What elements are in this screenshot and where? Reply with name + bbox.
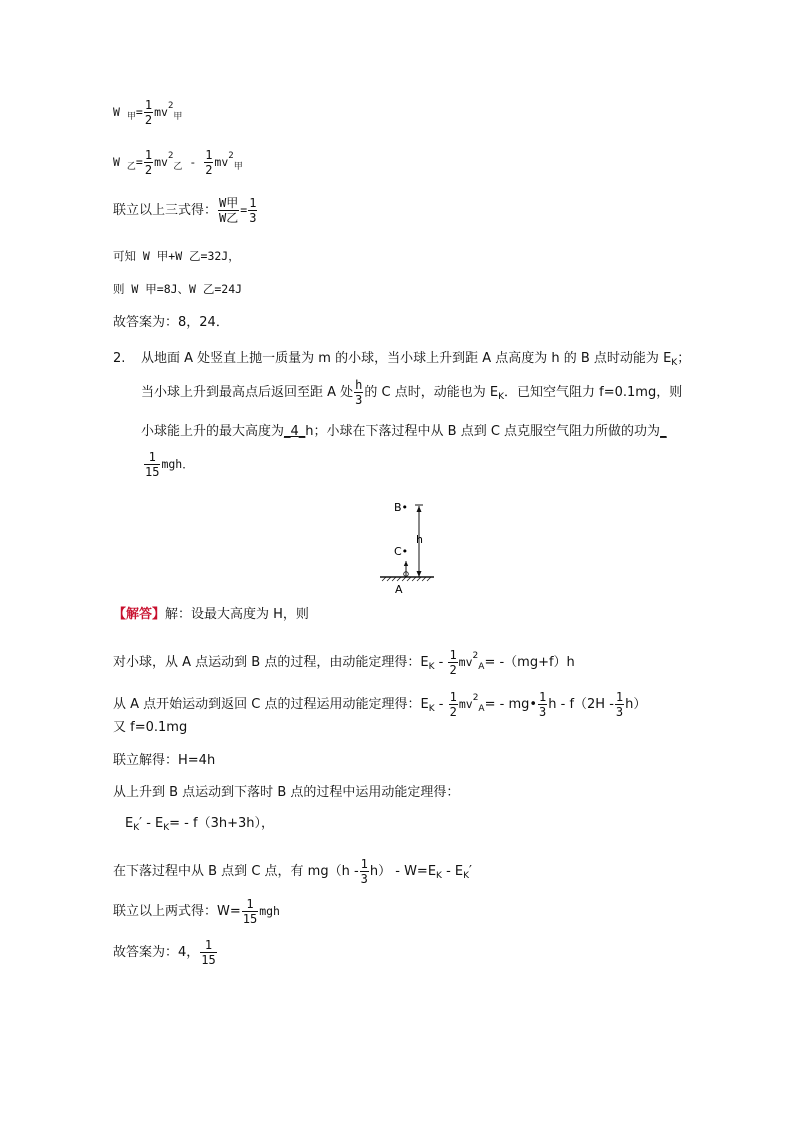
problem-line-4: $\frac{1}{15}$ mgh． bbox=[145, 450, 194, 479]
c-arrow-head bbox=[404, 561, 408, 566]
solution-intro: 【解答】解：设最大高度为 H，则 bbox=[113, 607, 309, 622]
solution-eq1: 对小球，从 A 点运动到 B 点的过程，由动能定理得：$E_K$ - $\frac{1}{2}$ $mv^2_A= -(mg+f)h$ bbox=[113, 648, 575, 677]
motion-diagram bbox=[378, 498, 438, 596]
label-a: A bbox=[395, 583, 403, 596]
solution-eq3: $E_K' - E_K= - f(3h+3h)$， bbox=[125, 816, 274, 833]
solution-eq5: 联立以上两式得：W= $\frac{1}{15}$ mgh bbox=[113, 897, 280, 926]
solution-eq2: 从 A 点开始运动到返回 C 点的过程运用动能定理得：$E_K$ - $\frac{1}{2}$ $mv^2_A=$ - mg• $\frac{1}{3}$ h - f（2H - $\frac{1}{3}$ h） bbox=[113, 690, 647, 719]
final-answer: 故答案为：4， $\frac{1}{15}$ bbox=[113, 938, 216, 967]
problem-number: 2. bbox=[113, 351, 126, 366]
problem-line-1: 从地面 A 处竖直上抛一质量为 m 的小球，当小球上升到距 A 点高度为 h 的 B 点时动能为 $E_K$； bbox=[141, 351, 691, 368]
h-arrow-bottom-head bbox=[417, 571, 422, 577]
label-b: B• bbox=[394, 501, 409, 514]
problem-line-2: 当小球上升到最高点后返回至距 A 处 $\frac{h}{3}$ 的 C 点时，动能也为 $E_K$．已知空气阻力 f=0.1mg，则 bbox=[141, 378, 683, 407]
label-h: h bbox=[416, 533, 423, 546]
combine-ratio-line: 联立以上三式得： $\frac{\text{W甲}}{\text{W乙}}$ = $\frac{1}{3}$ bbox=[113, 196, 257, 225]
values-line: 则 W 甲=8J、W 乙=24J bbox=[113, 282, 243, 296]
equation-w-jia: W $_甲$= $\frac{1}{2}$ $mv^2_甲$ bbox=[113, 98, 183, 127]
h-arrow-top-head bbox=[417, 506, 422, 512]
answer-line-1: 故答案为：8，24． bbox=[113, 315, 229, 330]
equation-w-yi: W $_乙$= $\frac{1}{2}$ $mv^2_乙$ - $\frac{1}{2}$ $mv^2_甲$ bbox=[113, 148, 243, 177]
solution-tag: 【解答】 bbox=[113, 607, 166, 622]
label-c: C• bbox=[394, 545, 409, 558]
problem-line-3: 小球能上升的最大高度为_4_h；小球在下落过程中从 B 点到 C 点克服空气阻力所做的功为_ bbox=[141, 424, 667, 439]
solve-line: 联立解得：H=4h bbox=[113, 753, 216, 768]
solution-eq4: 在下落过程中从 B 点到 C 点，有 mg（h - $\frac{1}{3}$ $h) - W=E_K - E_K'$ bbox=[113, 857, 472, 886]
also-line: 又 f=0.1mg bbox=[113, 720, 188, 735]
process-line: 从上升到 B 点运动到下落时 B 点的过程中运用动能定理得： bbox=[113, 785, 460, 800]
sum-line: 可知 W 甲+W 乙=32J， bbox=[113, 249, 240, 263]
